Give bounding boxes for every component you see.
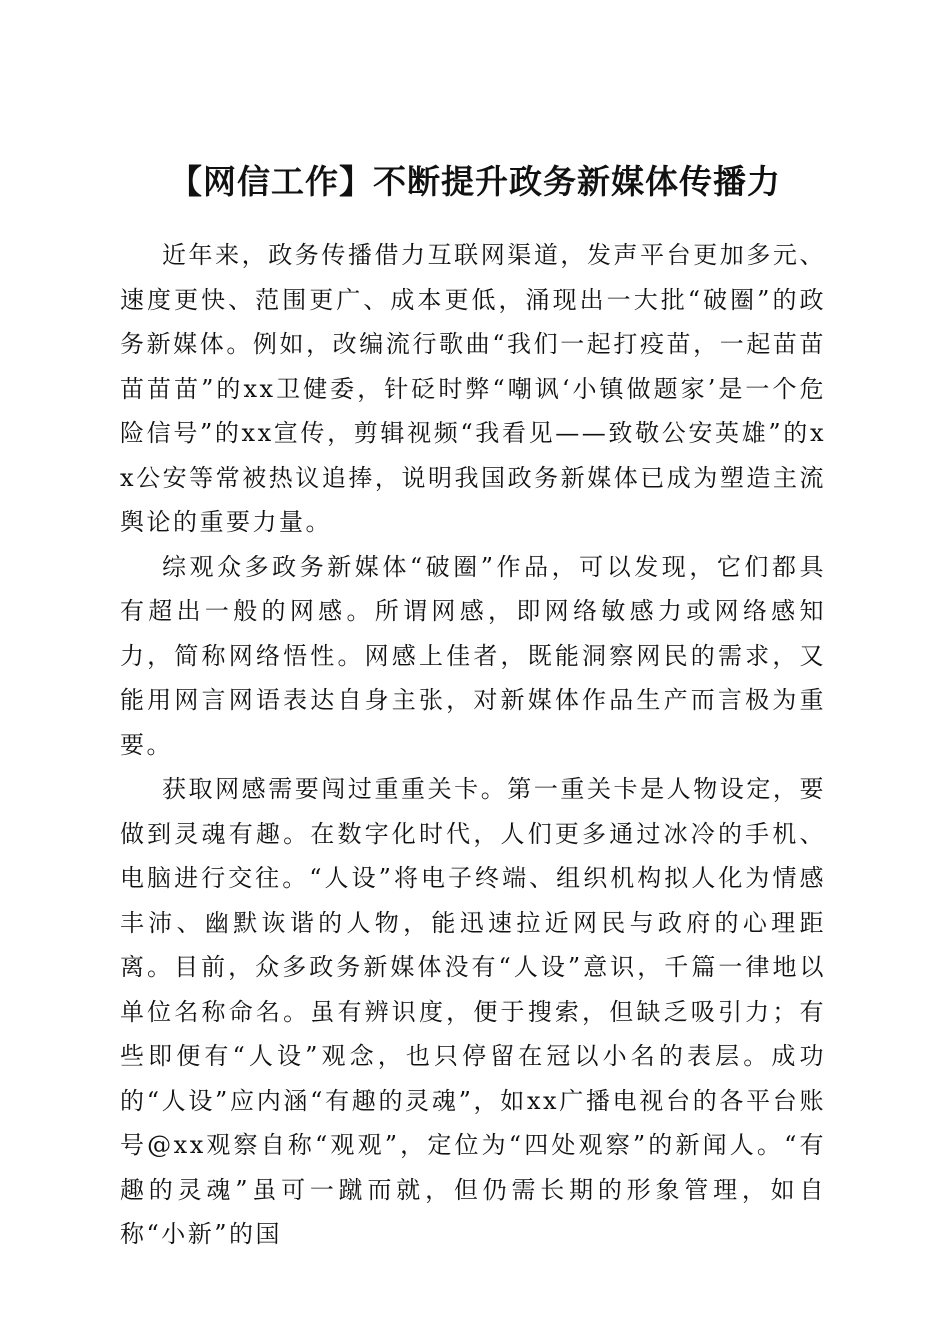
paragraph: 综观众多政务新媒体“破圈”作品，可以发现，它们都具有超出一般的网感。所谓网感，即网络敏感力或网络感知力，简称网络悟性。网感上佳者，既能洞察网民的需求，又能用网言网语表达自身主张，对新媒体作品生产而言极为重要。 (120, 552, 826, 759)
document-title: 【网信工作】不断提升政务新媒体传播力 (169, 162, 781, 202)
paragraph: 近年来，政务传播借力互联网渠道，发声平台更加多元、速度更快、范围更广、成本更低，涌现出一大批“破圈”的政务新媒体。例如，改编流行歌曲“我们一起打疫苗，一起苗苗苗苗苗”的xx卫健委，针砭时弊“嘲讽‘小镇做题家’是一个危险信号”的xx宣传，剪辑视频“我看见——致敬公安英雄”的xx公安等常被热议追捧，说明我国政务新媒体已成为塑造主流舆论的重要力量。 (120, 241, 826, 536)
paragraph: 获取网感需要闯过重重关卡。第一重关卡是人物设定，要做到灵魂有趣。在数字化时代，人们更多通过冰冷的手机、电脑进行交往。“人设”将电子终端、组织机构拟人化为情感丰沛、幽默诙谐的人物，能迅速拉近网民与政府的心理距离。目前，众多政务新媒体没有“人设”意识，千篇一律地以单位名称命名。虽有辨识度，便于搜索，但缺乏吸引力；有些即便有“人设”观念，也只停留在冠以小名的表层。成功的“人设”应内涵“有趣的灵魂”，如xx广播电视台的各平台账号@xx观察自称“观观”，定位为“四处观察”的新闻人。“有趣的灵魂”虽可一蹴而就，但仍需长期的形象管理，如自称“小新”的国 (120, 775, 826, 1248)
document-body (120, 233, 826, 1257)
